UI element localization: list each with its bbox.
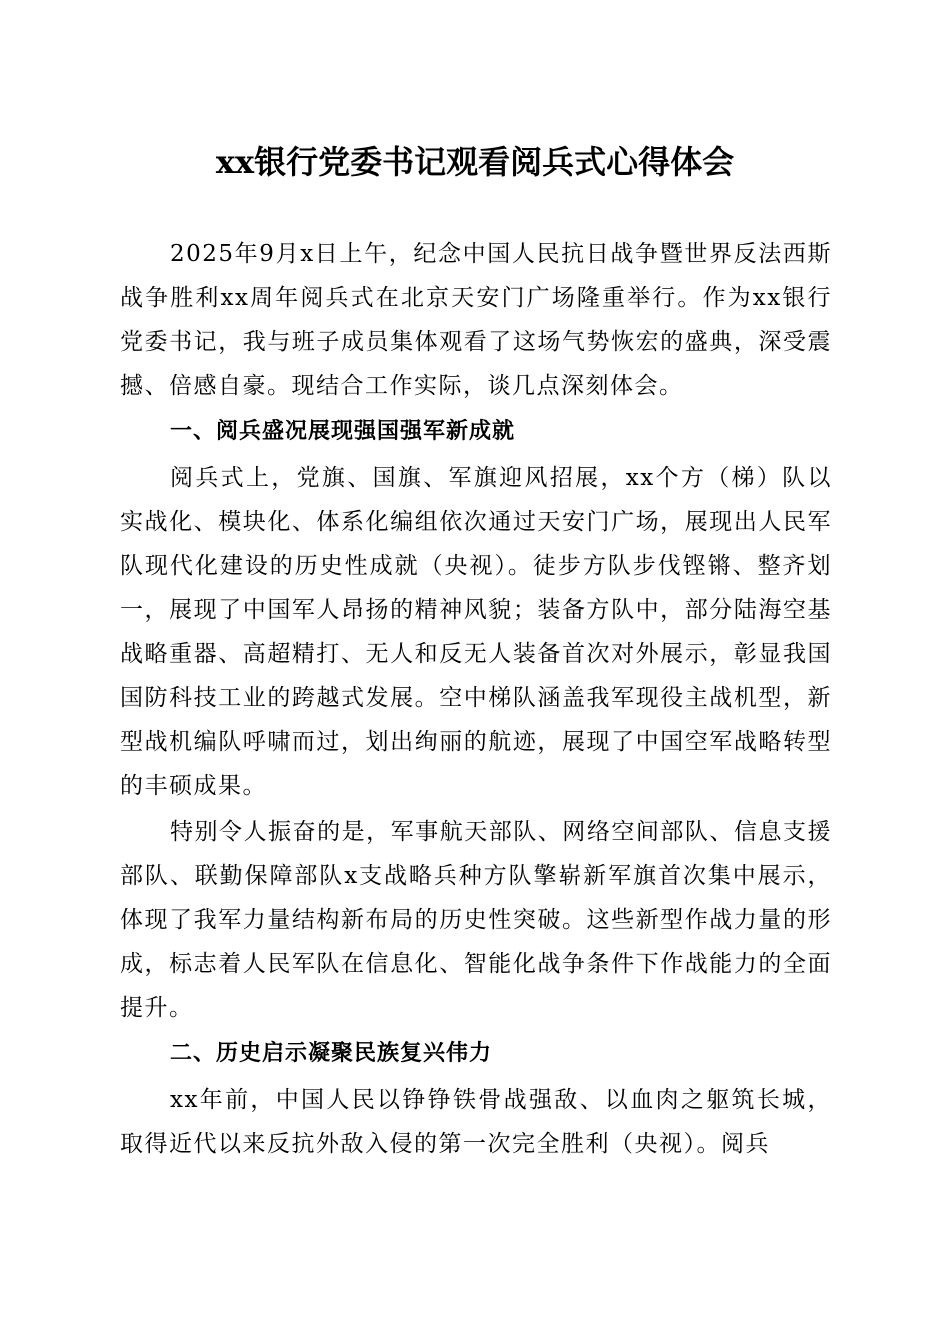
section-heading-2: 二、历史启示凝聚民族复兴伟力 (170, 1041, 493, 1066)
section-heading-1: 一、阅兵盛况展现强国强军新成就 (170, 419, 516, 444)
paragraph-intro: 2025年9月x日上午，纪念中国人民抗日战争暨世界反法西斯战争胜利xx周年阅兵式在北京天安门广场隆重举行。作为xx银行党委书记，我与班子成员集体观看了这场气势恢宏的盛典，深受震撼、倍感自豪。现结合工作实际，谈几点深刻体会。 (120, 241, 832, 399)
paragraph-history: xx年前，中国人民以铮铮铁骨战强敌、以血肉之躯筑长城，取得近代以来反抗外敌入侵的第一次完全胜利（央视）。阅兵 (120, 1087, 832, 1157)
document-title: xx银行党委书记观看阅兵式心得体会 (215, 143, 735, 181)
paragraph-strategic-forces: 特别令人振奋的是，军事航天部队、网络空间部队、信息支援部队、联勤保障部队x支战略兵种方队擎崭新军旗首次集中展示，体现了我军力量结构新布局的历史性突破。这些新型作战力量的形成，标志着人民军队在信息化、智能化战争条件下作战能力的全面提升。 (120, 819, 832, 1021)
paragraph-parade-overview: 阅兵式上，党旗、国旗、军旗迎风招展，xx个方（梯）队以实战化、模块化、体系化编组依次通过天安门广场，展现出人民军队现代化建设的历史性成就（央视）。徒步方队步伐铿锵、整齐划一，展现了中国军人昂扬的精神风貌；装备方队中，部分陆海空基战略重器、高超精打、无人和反无人装备首次对外展示，彰显我国国防科技工业的跨越式发展。空中梯队涵盖我军现役主战机型，新型战机编队呼啸而过，划出绚丽的航迹，展现了中国空军战略转型的丰硕成果。 (120, 465, 832, 799)
document-body (120, 232, 832, 1168)
